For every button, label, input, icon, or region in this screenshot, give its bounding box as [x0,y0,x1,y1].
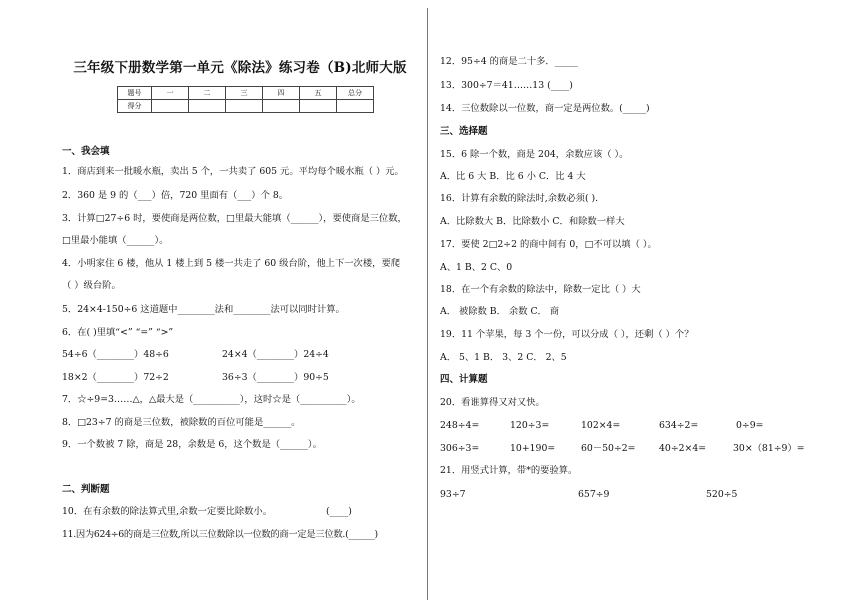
score-header-cell: 五 [300,87,337,100]
calc-item: 102×4= [581,420,621,431]
column-divider [427,8,428,600]
section-heading-fill: 一、我会填 [62,146,110,157]
options-18: A． 被除数 B． 余数 C． 商 [440,306,560,317]
question-17: 17．要使 2□2÷2 的商中间有 0，□不可以填（ ）。 [440,239,657,250]
score-cell[interactable] [189,100,226,113]
calc-item: 120÷3= [510,420,550,431]
score-cell[interactable] [337,100,374,113]
question-6: 6．在( )里填“<” “=” “>” [62,327,174,338]
question-16: 16．计算有余数的除法时,余数必须( ). [440,193,599,204]
compare-item: 18×2（________）72÷2 [62,372,169,383]
question-11: 11.因为624÷6的商是三位数,所以三位数除以一位数的商一定是三位数.(______) [62,529,378,540]
compare-item: 54÷6（________）48÷6 [62,349,169,360]
question-9: 9．一个数被 7 除，商是 28，余数是 6，这个数是（______）。 [62,439,322,450]
question-19: 19．11 个苹果，每 3 个一份，可以分成（ ），还剩（ ）个？ [440,329,694,340]
calc-item: 248÷4= [440,420,480,431]
answer-blank: (____) [326,506,352,517]
score-cell[interactable] [152,100,189,113]
question-8: 8．□23÷7 的商是三位数，被除数的百位可能是______。 [62,417,301,428]
calc-item: 634÷2= [659,420,699,431]
options-19: A． 5、1 B． 3、2 C． 2、5 [440,352,567,363]
calc-item: 10+190= [510,443,556,454]
score-header-cell: 四 [263,87,300,100]
calc-item: 60－50÷2= [581,443,636,454]
section-heading-calc: 四、计算题 [440,374,488,385]
question-10: 10．在有余数的除法算式里,余数一定要比除数小。 [62,506,273,517]
question-3-continued: □里最小能填（______）。 [62,235,169,246]
question-3: 3．计算□27÷6 时，要使商是两位数，□里最大能填（______），要使商是三位数， [62,213,407,224]
score-header-cell: 题号 [118,87,152,100]
score-table [117,86,374,113]
question-12: 12．95÷4 的商是二十多．_____ [440,56,578,67]
question-15: 15．6 除一个数，商是 204，余数应该（ ）。 [440,149,629,160]
vertical-calc-item: 657÷9 [578,489,610,500]
score-cell[interactable] [263,100,300,113]
question-5: 5．24×4-150÷6 这道题中________法和________法可以同时计算。 [62,304,345,315]
question-4: 4．小明家住 6 楼，他从 1 楼上到 5 楼一共走了 60 级台阶，他上下一次楼，要爬 [62,258,401,269]
question-13: 13．300÷7＝41……13 (____) [440,80,573,91]
section-heading-judge: 二、判断题 [62,484,110,495]
question-4-continued: （ ）级台阶。 [62,280,121,291]
score-cell[interactable] [226,100,263,113]
question-21: 21．用竖式计算，带*的要验算。 [440,465,578,476]
question-2: 2．360 是 9 的（___）倍，720 里面有（___）个 8。 [62,190,289,201]
section-heading-choice: 三、选择题 [440,126,488,137]
calc-item: 30×（81÷9）= [733,443,805,454]
calc-item: 40÷2×4= [659,443,707,454]
page-title: 三年级下册数学第一单元《除法》练习卷（B)北师大版 [73,60,407,76]
question-7: 7．☆÷9=3……△，△最大是（__________），这时☆是（__________）。 [62,394,361,405]
calc-item: 0÷9= [736,420,764,431]
score-row-label: 得分 [118,100,152,113]
compare-item: 36÷3（________）90÷5 [222,372,329,383]
score-header-cell: 总分 [337,87,374,100]
vertical-calc-item: 93÷7 [440,489,466,500]
question-14: 14．三位数除以一位数，商一定是两位数。(_____) [440,103,650,114]
question-20: 20．看谁算得又对又快。 [440,397,545,408]
vertical-calc-item: 520÷5 [706,489,738,500]
question-18: 18．在一个有余数的除法中，除数一定比（ ）大 [440,284,641,295]
score-header-cell: 一 [152,87,189,100]
calc-item: 306÷3= [440,443,480,454]
score-cell[interactable] [300,100,337,113]
options-16: A．比除数大 B．比除数小 C．和除数一样大 [440,216,625,227]
score-table-header-row [118,87,374,100]
question-1: 1．商店到来一批暖水瓶，卖出 5 个，一共卖了 605 元。平均每个暖水瓶（ ）元。 [62,166,404,177]
compare-item: 24×4（________）24÷4 [222,349,329,360]
options-15: A．比 6 大 B．比 6 小 C．比 4 大 [440,171,586,182]
score-table-score-row [118,100,374,113]
score-header-cell: 二 [189,87,226,100]
options-17: A、1 B、2 C、0 [440,262,513,273]
score-header-cell: 三 [226,87,263,100]
